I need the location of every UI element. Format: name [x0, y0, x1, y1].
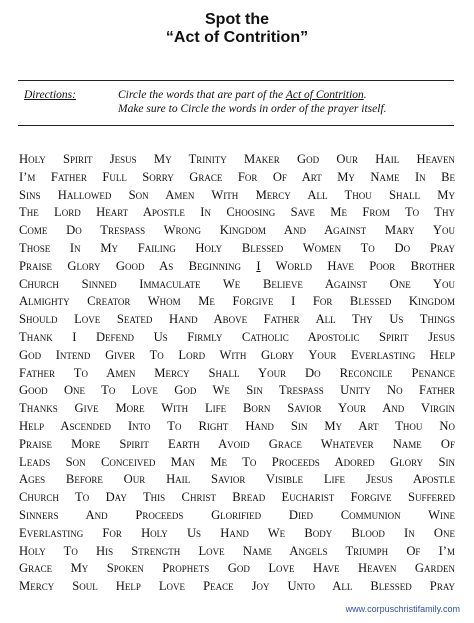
- puzzle-row: Ages Before Our Hail Savior Visible Life Jesus Apostle: [19, 472, 455, 487]
- puzzle-row: Holy Spirit Jesus My Trinity Maker God Our Hail Heaven: [19, 152, 455, 166]
- puzzle-row: Church Sinned Immaculate We Believe Against One You: [19, 276, 455, 291]
- puzzle-row: Father To Amen Mercy Shall Your Do Reconcile Penance: [19, 365, 455, 380]
- puzzle-row: Sins Hallowed Son Amen With Mercy All Thou Shall My: [19, 187, 455, 202]
- directions-prayer-name: Act of Contrition: [285, 89, 364, 101]
- page-title-line1: Spot the: [205, 11, 269, 28]
- puzzle-word: As: [159, 258, 174, 273]
- directions-box: [18, 80, 454, 126]
- footer-url[interactable]: www.corpuschristifamily.com: [345, 604, 460, 614]
- puzzle-row: Holy To His Strength Love Name Angels Triumph Of I’m: [19, 543, 455, 558]
- puzzle-word: Good: [115, 258, 145, 273]
- directions-line2: Make sure to Circle the words in order of the prayer itself.: [118, 103, 387, 115]
- puzzle-row: Come Do Trespass Wrong Kingdom And Against Mary You: [19, 223, 455, 238]
- puzzle-row: Church To Day This Christ Bread Eucharist Forgive Suffered: [19, 490, 455, 505]
- puzzle-word: Poor: [369, 258, 396, 273]
- puzzle-word: Brother: [410, 258, 455, 273]
- puzzle-row: Mercy Soul Help Love Peace Joy Unto All Blessed Pray: [19, 579, 455, 594]
- puzzle-row: Sinners And Proceeds Glorified Died Communion Wine: [19, 507, 455, 522]
- word-puzzle: [19, 151, 455, 596]
- puzzle-row: Praise More Spirit Earth Avoid Grace Whatever Name Of: [19, 436, 455, 451]
- puzzle-row: Should Love Seated Hand Above Father All Thy Us Things: [19, 312, 455, 327]
- puzzle-row: Everlasting For Holy Us Hand We Body Blood In One: [19, 525, 455, 540]
- puzzle-word: World: [275, 258, 313, 273]
- puzzle-row: God Intend Giver To Lord With Glory Your Everlasting Help: [19, 347, 455, 362]
- puzzle-word: I: [256, 258, 261, 273]
- puzzle-row: Help Ascended Into To Right Hand Sin My Art Thou No: [19, 418, 455, 433]
- puzzle-row: Thanks Give More With Life Born Savior Your And Virgin: [19, 401, 455, 416]
- puzzle-row: [19, 258, 455, 276]
- directions-line1: [118, 88, 367, 102]
- puzzle-word: Have: [327, 258, 354, 273]
- puzzle-row: I’m Father Full Sorry Grace For Of Art My Name In Be: [19, 169, 455, 184]
- puzzle-row: Leads Son Conceived Man Me To Proceeds Adored Glory Sin: [19, 454, 455, 469]
- page-title-line2: “Act of Contrition”: [165, 29, 309, 46]
- puzzle-word: Praise: [19, 258, 53, 273]
- puzzle-row: Those In My Failing Holy Blessed Women To Do Pray: [19, 240, 455, 255]
- directions-label: Directions:: [24, 89, 76, 101]
- puzzle-row: Grace My Spoken Prophets God Love Have Heaven Garden: [19, 561, 455, 576]
- puzzle-row: The Lord Heart Apostle In Choosing Save Me From To Thy: [19, 205, 455, 220]
- puzzle-row: Thank I Defend Us Firmly Catholic Apostolic Spirit Jesus: [19, 329, 455, 344]
- puzzle-row: Good One To Love God We Sin Trespass Unity No Father: [19, 383, 455, 398]
- puzzle-word: Beginning: [188, 258, 241, 273]
- directions-line1-text: Circle the words that are part of the: [118, 89, 286, 101]
- puzzle-word: Glory: [67, 258, 101, 273]
- directions-line1-end: .: [363, 89, 367, 101]
- puzzle-row: Almighty Creator Whom Me Forgive I For Blessed Kingdom: [19, 294, 455, 309]
